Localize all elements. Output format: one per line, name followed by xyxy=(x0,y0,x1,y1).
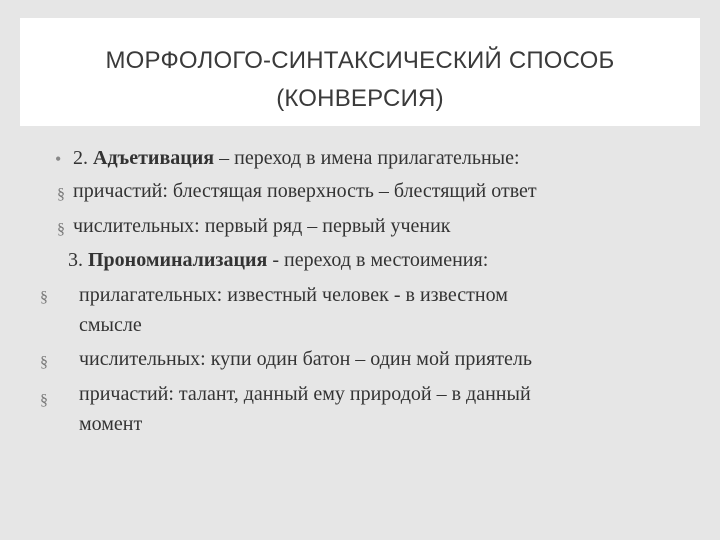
term-adjectivation: Адъетивация xyxy=(93,147,215,169)
section-bullet-icon: § xyxy=(40,289,48,306)
item-number: 3. xyxy=(68,249,88,271)
title-line-2: (КОНВЕРСИЯ) xyxy=(276,85,444,112)
list-item-adjectives-cont: смысле xyxy=(79,314,142,336)
list-item-adjectivation xyxy=(73,143,520,173)
item-number: 2. xyxy=(73,147,93,169)
section-bullet-icon: § xyxy=(57,221,65,238)
list-item-participles: причастий: блестящая поверхность – блестящий ответ xyxy=(73,180,537,202)
title-line-1: МОРФОЛОГО-СИНТАКСИЧЕСКИЙ СПОСОБ xyxy=(105,47,615,74)
list-item-numerals-pron: числительных: купи один батон – один мой приятель xyxy=(79,348,532,370)
list-item-pronominalization xyxy=(68,245,488,275)
list-item-numerals: числительных: первый ряд – первый ученик xyxy=(73,215,451,237)
term-pronominalization: Прономинализация xyxy=(88,249,268,271)
list-item-participles-pron-cont: момент xyxy=(79,413,143,435)
bullet-dot-icon: • xyxy=(55,149,62,169)
list-item-adjectives: прилагательных: известный человек - в известном xyxy=(79,284,508,306)
item-description: - переход в местоимения: xyxy=(267,249,489,271)
item-description: – переход в имена прилагательные: xyxy=(214,147,520,169)
list-item-participles-pron: причастий: талант, данный ему природой – в данный xyxy=(79,383,531,405)
section-bullet-icon: § xyxy=(40,354,48,371)
section-bullet-icon: § xyxy=(57,186,65,203)
section-bullet-icon: § xyxy=(40,392,48,409)
